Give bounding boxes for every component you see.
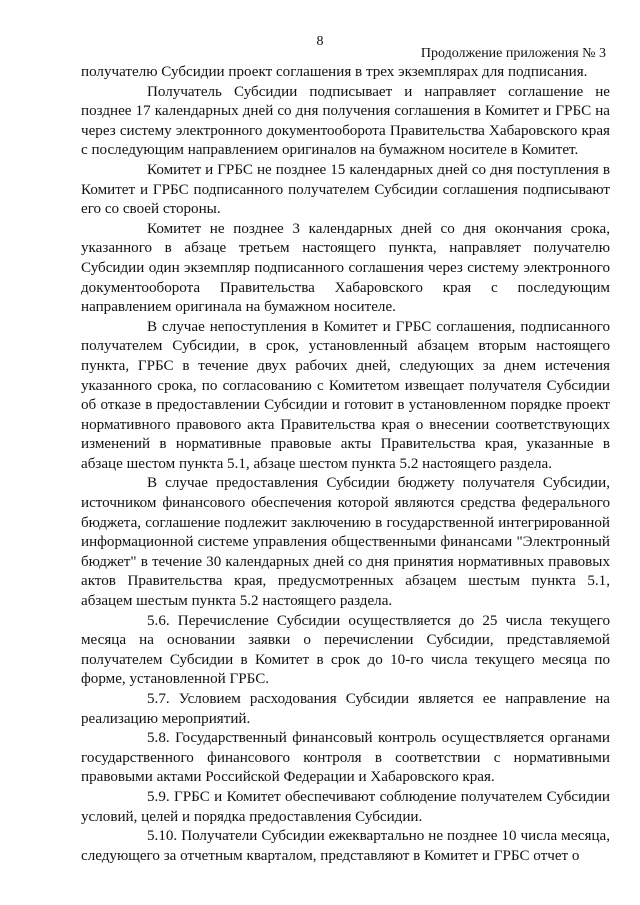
paragraph-federal-budget: В случае предоставления Субсидии бюджету получателя Субсидии, источником финансового обеспечения которой являются средства федерального бюджета, соглашение подлежит заключению в государственной интегрированной информационной системе управления общественными финансами "Электронный бюджет" в течение 30 календарных дней со дня принятия нормативных правовых актов Правительства края, предусмотренных абзацем шестым пункта 5.1, абзацем шестым пункта 5.2 настоящего раздела. bbox=[81, 475, 610, 610]
page-number: 8 bbox=[316, 34, 324, 49]
document-body bbox=[81, 63, 610, 866]
paragraph-5-7: 5.7. Условием расходования Субсидии является ее направление на реализацию мероприятий. bbox=[81, 691, 610, 727]
annex-continuation-label: Продолжение приложения № 3 bbox=[420, 46, 606, 61]
paragraph-committee-signing: Комитет и ГРБС не позднее 15 календарных дней со дня поступления в Комитет и ГРБС подписанного получателем Субсидии соглашения подписывают его со своей стороны. bbox=[81, 161, 610, 218]
paragraph-5-9: 5.9. ГРБС и Комитет обеспечивают соблюдение получателем Субсидии условий, целей и порядка предоставления Субсидии. bbox=[81, 788, 610, 825]
paragraph-signing-by-recipient: Получатель Субсидии подписывает и направляет соглашение не позднее 17 календарных дней со дня получения соглашения в Комитет и ГРБС на через систему электронного документооборота Правительства Хабаровского края с последующим направлением оригиналов на бумажном носителе в Комитет. bbox=[81, 83, 610, 159]
paragraph-non-receipt: В случае непоступления в Комитет и ГРБС соглашения, подписанного получателем Субсидии, в срок, установленный абзацем вторым настоящего пункта, ГРБС в течение двух рабочих дней, следующих за днем истечения указанного срока, по согласованию с Комитетом извещает получателя Субсидии об отказе в предоставлении Субсидии и готовит в установленном порядке проект нормативного правового акта Правительства края о внесении соответствующих изменений в нормативные правовые акты Правительства края, указанные в абзаце шестом пункта 5.1, абзаце шестом пункта 5.2 настоящего раздела. bbox=[81, 318, 610, 472]
paragraph-5-8: 5.8. Государственный финансовый контроль осуществляется органами государственного финансового контроля в соответствии с нормативными правовыми актами Российской Федерации и Хабаровского края. bbox=[81, 730, 610, 786]
paragraph-continuation: получателю Субсидии проект соглашения в трех экземплярах для подписания. bbox=[81, 64, 588, 80]
paragraph-committee-sends-copy: Комитет не позднее 3 календарных дней со дня окончания срока, указанного в абзаце третьем настоящего пункта, направляет получателю Субсидии один экземпляр подписанного соглашения через систему электронного документооборота Правительства Хабаровского края с последующим направлением оригинала на бумажном носителе. bbox=[81, 220, 610, 316]
paragraph-5-6: 5.6. Перечисление Субсидии осуществляется до 25 числа текущего месяца на основании заявки о перечислении Субсидии, представляемой получателем Субсидии в Комитет в срок до 10-го числа текущего месяца по форме, установленной ГРБС. bbox=[81, 612, 610, 688]
paragraph-5-10: 5.10. Получатели Субсидии ежеквартально не позднее 10 числа месяца, следующего за отчетным кварталом, представляют в Комитет и ГРБС отчет о bbox=[81, 828, 610, 864]
